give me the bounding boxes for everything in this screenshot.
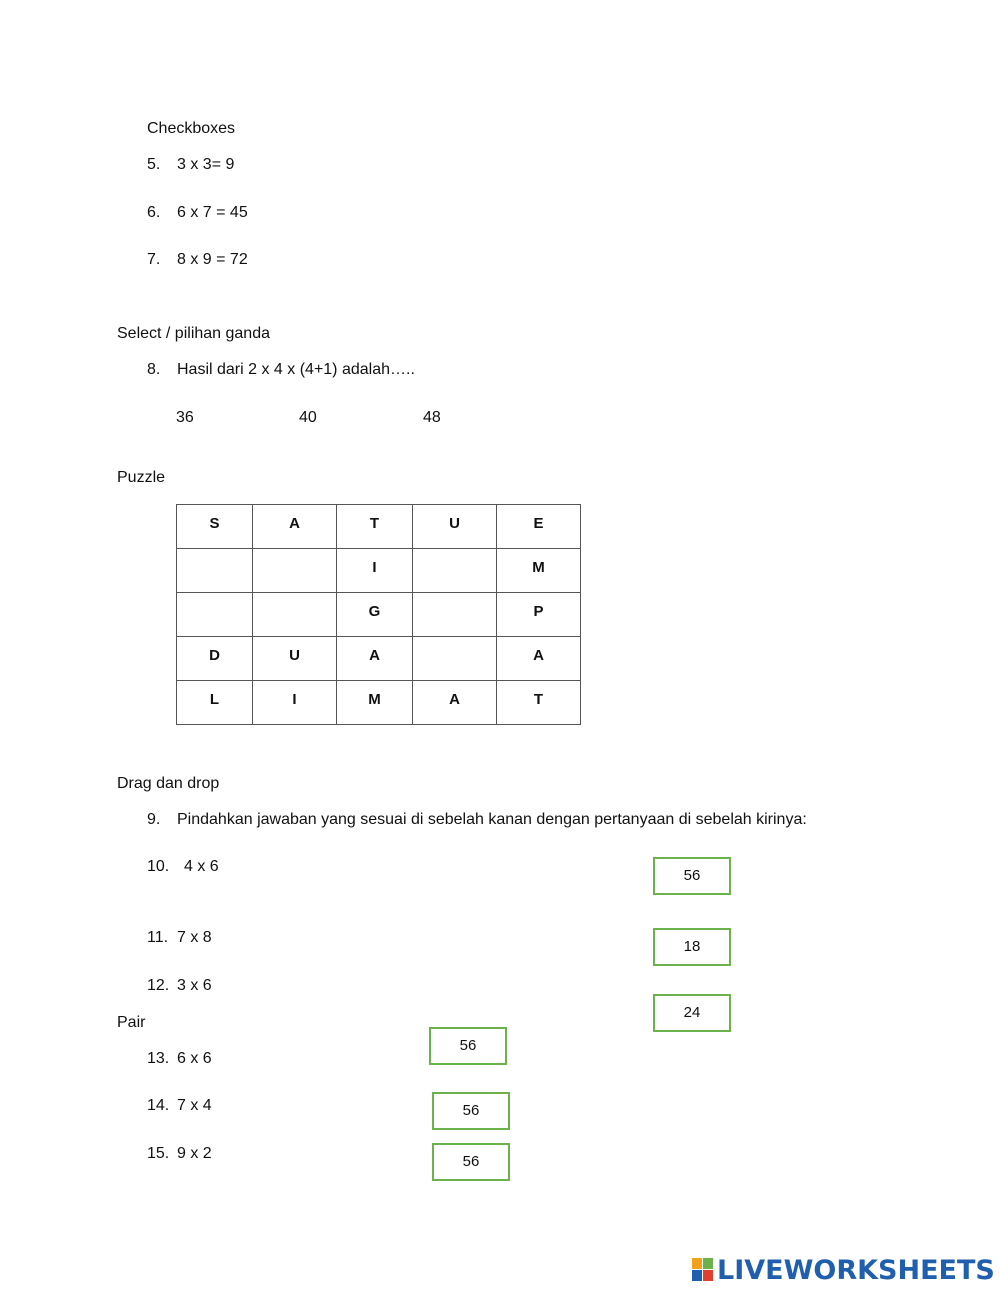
puzzle-cell[interactable]: I	[337, 549, 413, 593]
pair-answer-box[interactable]: 56	[432, 1143, 510, 1181]
puzzle-cell[interactable]: T	[497, 681, 581, 725]
puzzle-row	[177, 593, 581, 637]
draggable-answer[interactable]: 56	[653, 857, 731, 895]
puzzle-grid[interactable]	[176, 504, 581, 725]
puzzle-cell[interactable]: I	[253, 681, 337, 725]
question-number: 15.	[147, 1145, 170, 1162]
pair-question: 6 x 6	[177, 1050, 212, 1067]
puzzle-cell[interactable]	[253, 549, 337, 593]
pair-answer-box[interactable]: 56	[432, 1092, 510, 1130]
puzzle-cell[interactable]: U	[413, 505, 497, 549]
question-number: 11.	[147, 929, 169, 946]
puzzle-row	[177, 681, 581, 725]
puzzle-cell[interactable]	[413, 549, 497, 593]
draggable-answer[interactable]: 18	[653, 928, 731, 966]
puzzle-cell[interactable]	[253, 593, 337, 637]
drop-target-question: 3 x 6	[177, 977, 212, 994]
puzzle-row	[177, 505, 581, 549]
item-text: 8 x 9 = 72	[177, 251, 248, 268]
puzzle-cell[interactable]	[177, 549, 253, 593]
instruction-text: Pindahkan jawaban yang sesuai di sebelah kanan dengan pertanyaan di sebelah kirinya:	[177, 811, 807, 828]
item-number: 5.	[147, 156, 161, 173]
drag-heading: Drag dan drop	[117, 775, 220, 792]
pair-question: 9 x 2	[177, 1145, 212, 1162]
liveworksheets-logo	[692, 1254, 995, 1286]
puzzle-cell[interactable]: S	[177, 505, 253, 549]
puzzle-cell[interactable]: T	[337, 505, 413, 549]
pair-answer-box[interactable]: 56	[429, 1027, 507, 1065]
question-number: 8.	[147, 361, 161, 378]
puzzle-cell[interactable]: M	[337, 681, 413, 725]
puzzle-cell[interactable]: A	[337, 637, 413, 681]
puzzle-cell[interactable]: G	[337, 593, 413, 637]
puzzle-cell[interactable]: L	[177, 681, 253, 725]
question-number: 13.	[147, 1050, 170, 1067]
puzzle-row	[177, 549, 581, 593]
item-number: 7.	[147, 251, 161, 268]
puzzle-cell[interactable]: A	[413, 681, 497, 725]
drop-target-question: 7 x 8	[177, 929, 212, 946]
question-number: 14.	[147, 1097, 170, 1114]
item-text: 3 x 3= 9	[177, 156, 235, 173]
option-48[interactable]: 48	[423, 409, 441, 426]
puzzle-cell[interactable]: A	[253, 505, 337, 549]
question-number: 10.	[147, 858, 170, 875]
logo-mark-icon	[692, 1258, 714, 1282]
option-40[interactable]: 40	[299, 409, 317, 426]
pair-heading: Pair	[117, 1014, 146, 1031]
puzzle-cell[interactable]: A	[497, 637, 581, 681]
draggable-answer[interactable]: 24	[653, 994, 731, 1032]
puzzle-heading: Puzzle	[117, 469, 166, 486]
puzzle-cell[interactable]	[413, 637, 497, 681]
pair-question: 7 x 4	[177, 1097, 212, 1114]
puzzle-cell[interactable]	[413, 593, 497, 637]
puzzle-row	[177, 637, 581, 681]
item-text: 6 x 7 = 45	[177, 204, 248, 221]
puzzle-cell[interactable]: P	[497, 593, 581, 637]
select-heading: Select / pilihan ganda	[117, 325, 270, 342]
puzzle-cell[interactable]: D	[177, 637, 253, 681]
instruction-number: 9.	[147, 811, 161, 828]
logo-text: LIVEWORKSHEETS	[717, 1254, 995, 1286]
question-text: Hasil dari 2 x 4 x (4+1) adalah…..	[177, 361, 415, 378]
puzzle-cell[interactable]: M	[497, 549, 581, 593]
checkboxes-heading: Checkboxes	[147, 120, 236, 137]
drop-target-question: 4 x 6	[184, 858, 219, 875]
option-36[interactable]: 36	[176, 409, 194, 426]
item-number: 6.	[147, 204, 161, 221]
question-number: 12.	[147, 977, 170, 994]
puzzle-cell[interactable]	[177, 593, 253, 637]
puzzle-cell[interactable]: E	[497, 505, 581, 549]
puzzle-cell[interactable]: U	[253, 637, 337, 681]
